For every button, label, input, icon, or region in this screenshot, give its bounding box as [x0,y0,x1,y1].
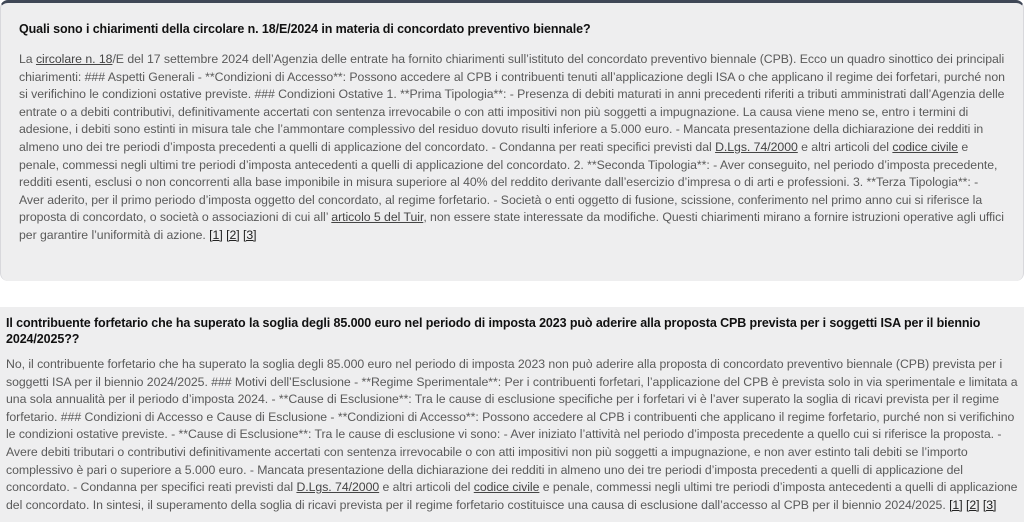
reference-link-1[interactable]: [1] [209,227,223,242]
link-circolare-18[interactable]: circolare n. 18 [35,52,113,66]
answer-text: e altri articoli del [379,480,474,495]
answer-text: , non essere state interessate da modifiche. Questi chiarimenti mirano a fornire istruzioni operative agli uffici per garantire l’uniformità di azione. [19,210,1004,242]
answer-text: /E del 17 settembre 2024 dell’Agenzia delle entrate ha fornito chiarimenti sull’istituto del concordato preventivo biennale (CPB). Ecco un quadro sinottico dei principali chiarimenti: ### Aspetti Generali - **Condizioni di Accesso**: Possono accedere al CPB i contribuenti tenuti all’applicazione degli ISA o che applicano il regime dei forfetari, purché non si verifichino le condizioni ostative previste. ### Condizioni Ostative 1. **Prima Tipologia**: - Presenza di debiti maturati in anni precedenti riferiti a tributi amministrati dall’Agenzia delle entrate o a debiti contributivi, definitivamente accertati con sentenza irrevocabile o con atti impositivi non più soggetti a impugnazione. La causa viene meno se, entro i termini di adesione, i debiti sono estinti in misura tale che l’ammontare complessivo del residuo dovuto risulti inferiore a 5.000 euro. - Mancata presentazione della dichiarazione dei redditi in almeno uno dei tre periodi d’imposta precedenti a quelli di applicazione del concordato. - Condanna per reati specifici previsti dal [19,52,1005,154]
faq-answer [6,356,1018,514]
answer-text: e altri articoli del [797,139,893,154]
link-codice-civile[interactable]: codice civile [473,480,540,495]
reference-link-1[interactable]: [1] [949,497,963,512]
answer-text: La [19,52,36,66]
link-articolo-5-tuir[interactable]: articolo 5 del Tuir [331,210,424,225]
reference-link-3[interactable]: [3] [242,227,257,242]
faq-card-forfetario-85000 [0,307,1024,522]
link-codice-civile[interactable]: codice civile [892,139,959,154]
answer-text: e penale, commessi negli ultimi tre periodi d’imposta antecedenti a quelli di applicazione del concordato. In sintesi, il superamento della soglia di ricavi prevista per il regime forfetario costituisce una causa di esclusione dall’accesso al CPB per il biennio 2024/2025. [6,480,1018,512]
answer-text: e penale, commessi negli ultimi tre periodi d’imposta antecedenti a quelli di applicazione del concordato. 2. **Seconda Tipologia**: - Aver conseguito, nel periodo d’imposta precedente, redditi esenti, esclusi o non concorrenti alla base imponibile in misura superiore al 40% del reddito derivante dall’esercizio d’impresa o di arti e professioni. 3. **Terza Tipologia**: - Aver aderito, per il primo periodo d’imposta oggetto del concordato, al regime forfetario. - Società o enti oggetto di fusione, scissione, conferimento nel primo anno cui si riferisce la proposta di concordato, o società o associazioni di cui all’ [19,139,998,225]
faq-answer [19,51,1005,245]
reference-link-2[interactable]: [2] [965,497,980,512]
faq-question: Il contribuente forfetario che ha superato la soglia degli 85.000 euro nel periodo di imposta 2023 può aderire alla proposta CPB prevista per i soggetti ISA per il biennio 2024/2025?? [6,316,981,346]
link-dlgs-74-2000[interactable]: D.Lgs. 74/2000 [296,480,380,495]
reference-link-2[interactable]: [2] [226,227,240,242]
link-dlgs-74-2000[interactable]: D.Lgs. 74/2000 [715,139,798,154]
faq-question: Quali sono i chiarimenti della circolare n. 18/E/2024 in materia di concordato preventivo biennale? [19,22,591,36]
reference-link-3[interactable]: [3] [982,497,997,512]
answer-text: No, il contribuente forfetario che ha superato la soglia degli 85.000 euro nel periodo di imposta 2023 non può aderire alla proposta di concordato preventivo biennale (CPB) prevista per i soggetti ISA per il biennio 2024/2025. ### Motivi dell’Esclusione - **Regime Sperimentale**: Per i contribuenti forfetari, l’applicazione del CPB è prevista solo in via sperimentale e limitata a una sola annualità per il periodo d’imposta 2024. - **Cause di Esclusione**: Tra le cause di esclusione specifiche per i forfetari vi è l’aver superato la soglia di ricavi prevista per il regime forfetario. ### Condizioni di Accesso e Cause di Esclusione - **Condizioni di Accesso**: Possono accedere al CPB i contribuenti che applicano il regime forfetario, purché non si verifichino le condizioni ostative previste. - **Cause di Esclusione**: Tra le cause di esclusione vi sono: - Aver iniziato l’attività nel periodo d’imposta precedente a quello cui si riferisce la proposta. - Avere debiti tributari o contributivi definitivamente accertati con sentenza irrevocabile o con atti impositivi non più soggetti a impugnazione, e non aver estinto tali debiti se l’importo complessivo è pari o superiore a 5.000 euro. - Mancata presentazione della dichiarazione dei redditi in almeno uno dei tre periodi d’imposta precedenti a quelli di applicazione del concordato. - Condanna per specifici reati previsti dal [6,357,1018,495]
